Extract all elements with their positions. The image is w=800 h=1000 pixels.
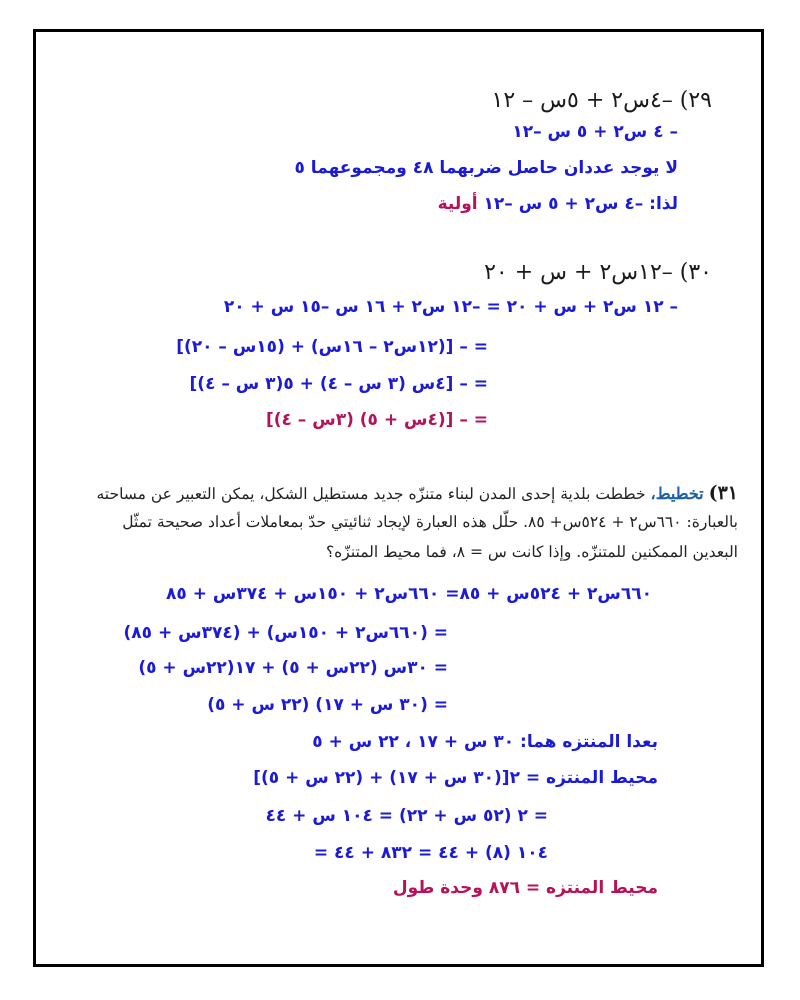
problem-31-perimeter-formula: محيط المنتزه = ٢[(٣٠ س + ١٧) + (٢٢ س + ٥)] <box>253 768 658 788</box>
problem-31-step-3: = ٣٠س (٢٢س + ٥) + ١٧(٢٢س + ٥) <box>138 658 448 678</box>
problem-29-conclusion <box>438 196 678 213</box>
problem-31-tag: تخطيط، <box>650 484 704 503</box>
problem-31-text-1: خططت بلدية إحدى المدن لبناء متنزّه جديد مستطيل الشكل، يمكن التعبير عن مساحته <box>96 485 646 503</box>
problem-30-step-2: = – [(١٢س٢ – ١٦س) + (١٥س – ٢٠)] <box>176 337 488 357</box>
problem-29-conclusion-label: لذا: –٤ س٢ + ٥ س –١٢ <box>483 194 678 214</box>
problem-30-result: = – [(٤س + ٥) (٣س – ٤)] <box>265 410 488 430</box>
problem-29-heading: ٢٩) –٤س٢ + ٥س – ١٢ <box>491 88 712 113</box>
problem-30-step-3: = – [٤س (٣ س – ٤) + ٥(٣ س – ٤)] <box>189 374 488 394</box>
problem-29-step-1: – ٤ س٢ + ٥ س –١٢ <box>512 122 678 142</box>
problem-29-result: أولية <box>437 194 478 214</box>
problem-31-number: ٣١) <box>708 482 738 504</box>
problem-31-statement-line-1 <box>97 484 739 503</box>
problem-31-final-answer: محيط المنتزه = ٨٧٦ وحدة طول <box>392 878 658 898</box>
problem-31-perimeter-step-2: = ١٠٤ (٨) + ٤٤ = ٨٣٢ + ٤٤ <box>313 843 548 863</box>
problem-31-statement-line-2: بالعبارة: ٦٦٠س٢ + ٥٢٤س+ ٨٥. حلّل هذه العبارة لإيجاد ثنائيتي حدّ بمعاملات أعداد صحيحة تمثّل <box>122 513 738 531</box>
problem-29-step-2: لا يوجد عددان حاصل ضربهما ٤٨ ومجموعهما ٥ <box>294 158 678 178</box>
problem-30-heading: ٣٠) –١٢س٢ + س + ٢٠ <box>484 260 712 285</box>
problem-31-dimensions: بعدا المنتزه هما: ٣٠ س + ١٧ ، ٢٢ س + ٥ <box>312 732 658 752</box>
problem-30-step-1: – ١٢ س٢ + س + ٢٠ = –١٢ س٢ + ١٦ س –١٥ س + ٢٠ <box>223 297 678 317</box>
problem-31-step-1: ٦٦٠س٢ + ٥٢٤س + ٨٥= ٦٦٠س٢ + ١٥٠س + ٣٧٤س + ٨٥ <box>166 584 652 604</box>
problem-31-step-4: = (٣٠ س + ١٧) (٢٢ س + ٥) <box>207 695 448 715</box>
problem-31-statement-line-3: البعدين الممكنين للمتنزّه. وإذا كانت س = ٨، فما محيط المتنزّه؟ <box>325 543 738 561</box>
problem-31-perimeter-step-1: = ٢ (٥٢ س + ٢٢) = ١٠٤ س + ٤٤ <box>265 806 548 826</box>
problem-31-step-2: = (٦٦٠س٢ + ١٥٠س) + (٣٧٤س + ٨٥) <box>123 623 448 643</box>
